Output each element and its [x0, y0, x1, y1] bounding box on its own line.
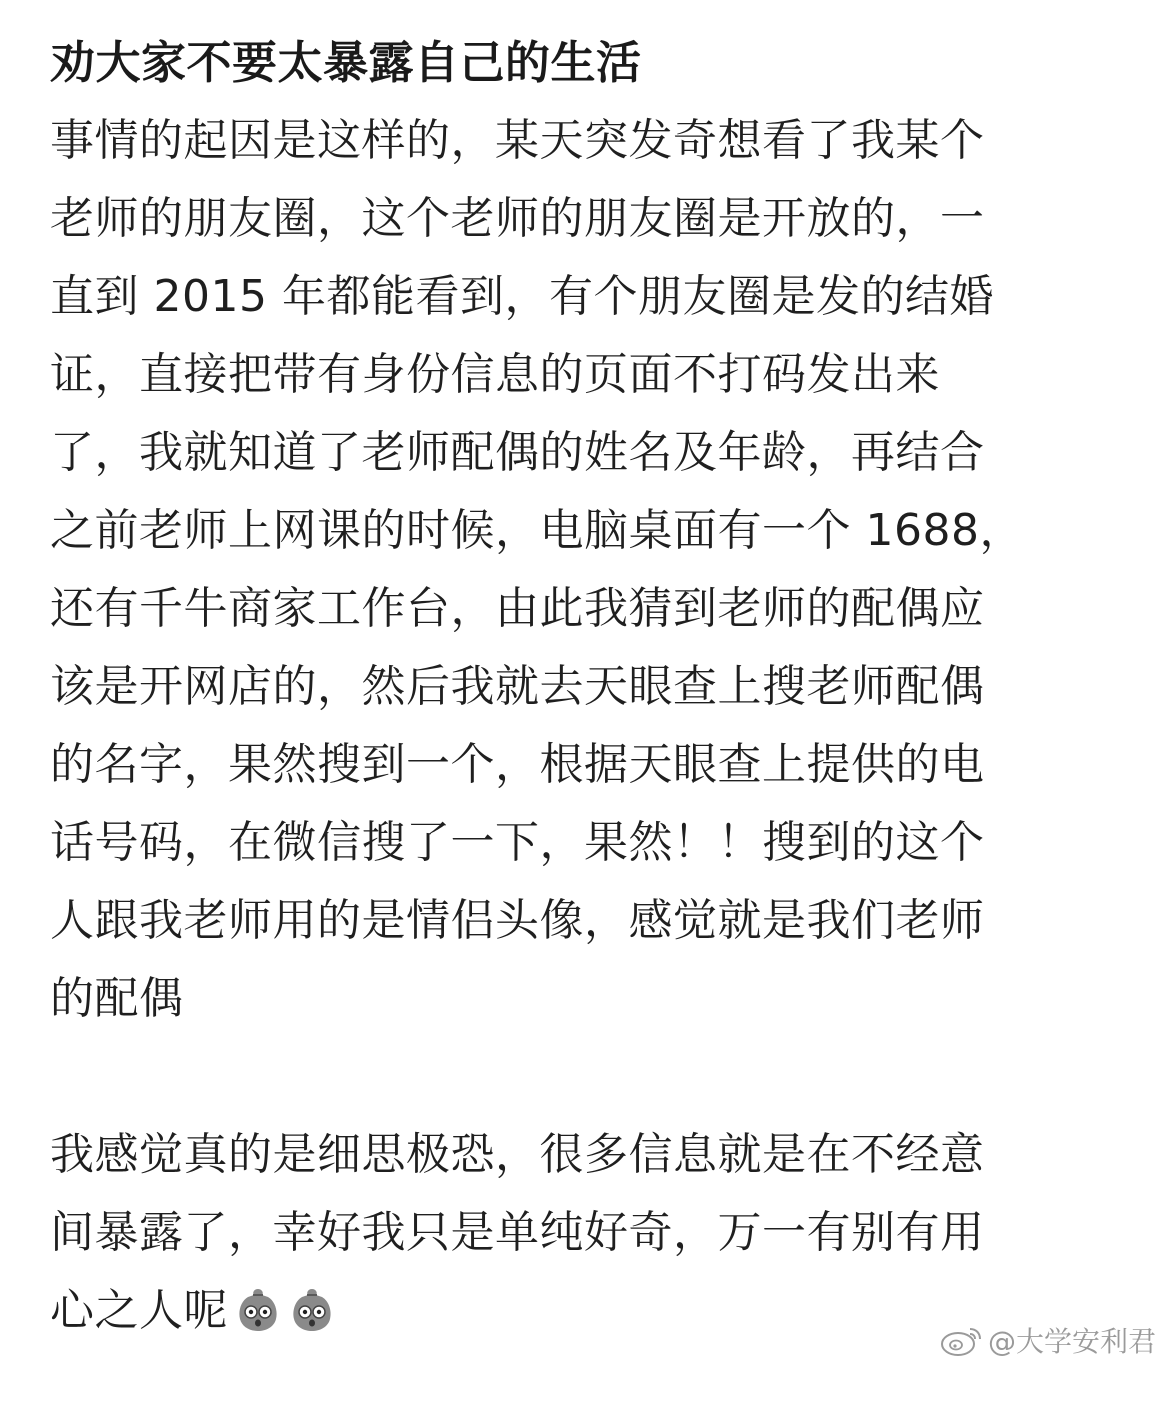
- text-line: 的配偶: [50, 973, 184, 1024]
- post-content: [50, 28, 1125, 1350]
- post-title: 劝大家不要太暴露自己的生活: [50, 36, 642, 89]
- paragraph-2: [50, 1116, 1125, 1350]
- weibo-logo-icon: [940, 1323, 984, 1357]
- text-line: 我感觉真的是细思极恐，很多信息就是在不经意: [50, 1129, 985, 1180]
- text-line: 间暴露了，幸好我只是单纯好奇，万一有别有用: [50, 1207, 985, 1258]
- shocked-face-icon: [288, 1285, 336, 1333]
- text-line: 话号码，在微信搜了一下，果然！！搜到的这个: [50, 817, 985, 868]
- text-line: 的名字，果然搜到一个，根据天眼查上提供的电: [50, 739, 985, 790]
- text-line: 老师的朋友圈，这个老师的朋友圈是开放的，一: [50, 193, 985, 244]
- shocked-face-icon: [234, 1285, 282, 1333]
- weibo-watermark: [940, 1320, 1156, 1360]
- text-line: 之前老师上网课的时候，电脑桌面有一个 1688，: [50, 505, 1024, 556]
- paragraph-gap: [50, 1038, 1125, 1116]
- text-line: 直到 2015 年都能看到，有个朋友圈是发的结婚: [50, 271, 994, 322]
- text-line: 该是开网店的，然后我就去天眼查上搜老师配偶: [50, 661, 985, 712]
- text-line: 事情的起因是这样的，某天突发奇想看了我某个: [50, 115, 985, 166]
- text-line-end: 心之人呢: [50, 1285, 228, 1336]
- text-line: 了，我就知道了老师配偶的姓名及年龄，再结合: [50, 427, 985, 478]
- text-line: 还有千牛商家工作台，由此我猜到老师的配偶应: [50, 583, 985, 634]
- watermark-text: @大学安利君: [987, 1325, 1156, 1358]
- text-line: 人跟我老师用的是情侣头像，感觉就是我们老师: [50, 895, 985, 946]
- text-line: 证，直接把带有身份信息的页面不打码发出来: [50, 349, 940, 400]
- paragraph-1: [50, 102, 1125, 1038]
